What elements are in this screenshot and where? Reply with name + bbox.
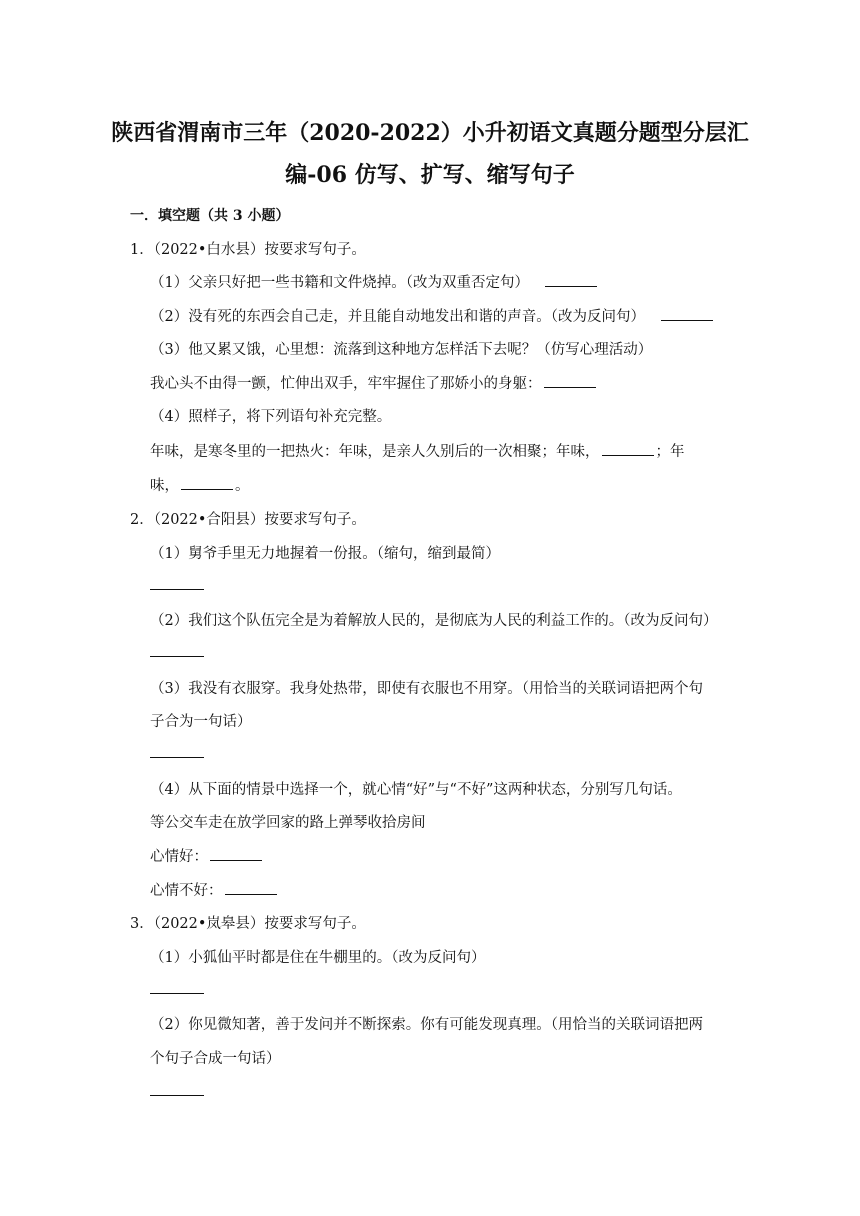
q1-part4-text-c: 味， xyxy=(150,478,179,494)
q1-part2 xyxy=(150,305,715,326)
answer-blank[interactable] xyxy=(545,285,597,287)
q2-part1: （1）舅爷手里无力地握着一份报。（缩句，缩到最简） xyxy=(150,546,500,562)
q3-part1: （1）小狐仙平时都是住在牛棚里的。（改为反问句） xyxy=(150,950,486,966)
q1-part4: （4）照样子，将下列语句补充完整。 xyxy=(150,409,392,425)
answer-blank[interactable] xyxy=(150,656,204,657)
answer-blank[interactable] xyxy=(661,319,713,321)
q2-stem: 2．（2022•合阳县）按要求写句子。 xyxy=(130,512,366,528)
answer-blank[interactable] xyxy=(602,454,654,456)
q2-part4-bad-mood xyxy=(150,879,279,900)
answer-blank[interactable] xyxy=(150,589,204,590)
q1-part4-text-a: 年味，是寒冬里的一把热火：年味，是亲人久别后的一次相聚；年味， xyxy=(150,444,600,460)
q1-part4-text-d: 。 xyxy=(235,478,250,494)
page-title-line-2: 编-06 仿写、扩写、缩写句子 xyxy=(285,162,575,188)
q1-part4-line1 xyxy=(150,440,685,461)
q1-part3b-text: 我心头不由得一颤，忙伸出双手，牢牢握住了那娇小的身躯： xyxy=(150,376,542,392)
q2-part4-good-mood xyxy=(150,845,264,866)
section-heading: 一．填空题（共 3 小题） xyxy=(130,208,290,224)
q1-part3-continuation xyxy=(150,372,598,393)
q2-part4-scenes: 等公交车走在放学回家的路上弹琴收拾房间 xyxy=(150,815,426,831)
answer-blank[interactable] xyxy=(210,859,262,861)
answer-blank[interactable] xyxy=(150,757,204,758)
q1-stem: 1．（2022•白水县）按要求写句子。 xyxy=(130,242,366,258)
q1-part1-text: （1）父亲只好把一些书籍和文件烧掉。（改为双重否定句） xyxy=(150,275,529,291)
answer-blank[interactable] xyxy=(225,893,277,895)
q3-stem: 3．（2022•岚皋县）按要求写句子。 xyxy=(130,916,366,932)
page-title-line-1: 陕西省渭南市三年（2020-2022）小升初语文真题分题型分层汇 xyxy=(111,120,749,146)
q2-part3-line1: （3）我没有衣服穿。我身处热带，即使有衣服也不用穿。（用恰当的关联词语把两个句 xyxy=(150,681,703,697)
q1-part1 xyxy=(150,271,599,292)
q2-part3-line2: 子合为一句话） xyxy=(150,714,252,730)
answer-blank[interactable] xyxy=(544,386,596,388)
q1-part4-line2 xyxy=(150,474,250,495)
q2-part2: （2）我们这个队伍完全是为着解放人民的，是彻底为人民的利益工作的。（改为反问句） xyxy=(150,613,718,629)
answer-blank[interactable] xyxy=(181,488,233,490)
q1-part3: （3）他又累又饿，心里想：流落到这种地方怎样活下去呢？（仿写心理活动） xyxy=(150,342,653,358)
q3-part2-line2: 个句子合成一句话） xyxy=(150,1051,281,1067)
answer-blank[interactable] xyxy=(150,993,204,994)
q2-part4-line1: （4）从下面的情景中选择一个，就心情“好”与“不好”这两种状态，分别写几句话。 xyxy=(150,782,682,798)
q2-good-mood-label: 心情好： xyxy=(150,849,208,865)
answer-blank[interactable] xyxy=(150,1095,204,1096)
q2-bad-mood-label: 心情不好： xyxy=(150,883,223,899)
q1-part2-text: （2）没有死的东西会自己走，并且能自动地发出和谐的声音。（改为反问句） xyxy=(150,309,645,325)
q3-part2-line1: （2）你见微知著，善于发问并不断探索。你有可能发现真理。（用恰当的关联词语把两 xyxy=(150,1017,703,1033)
q1-part4-text-b: ；年 xyxy=(655,444,685,460)
